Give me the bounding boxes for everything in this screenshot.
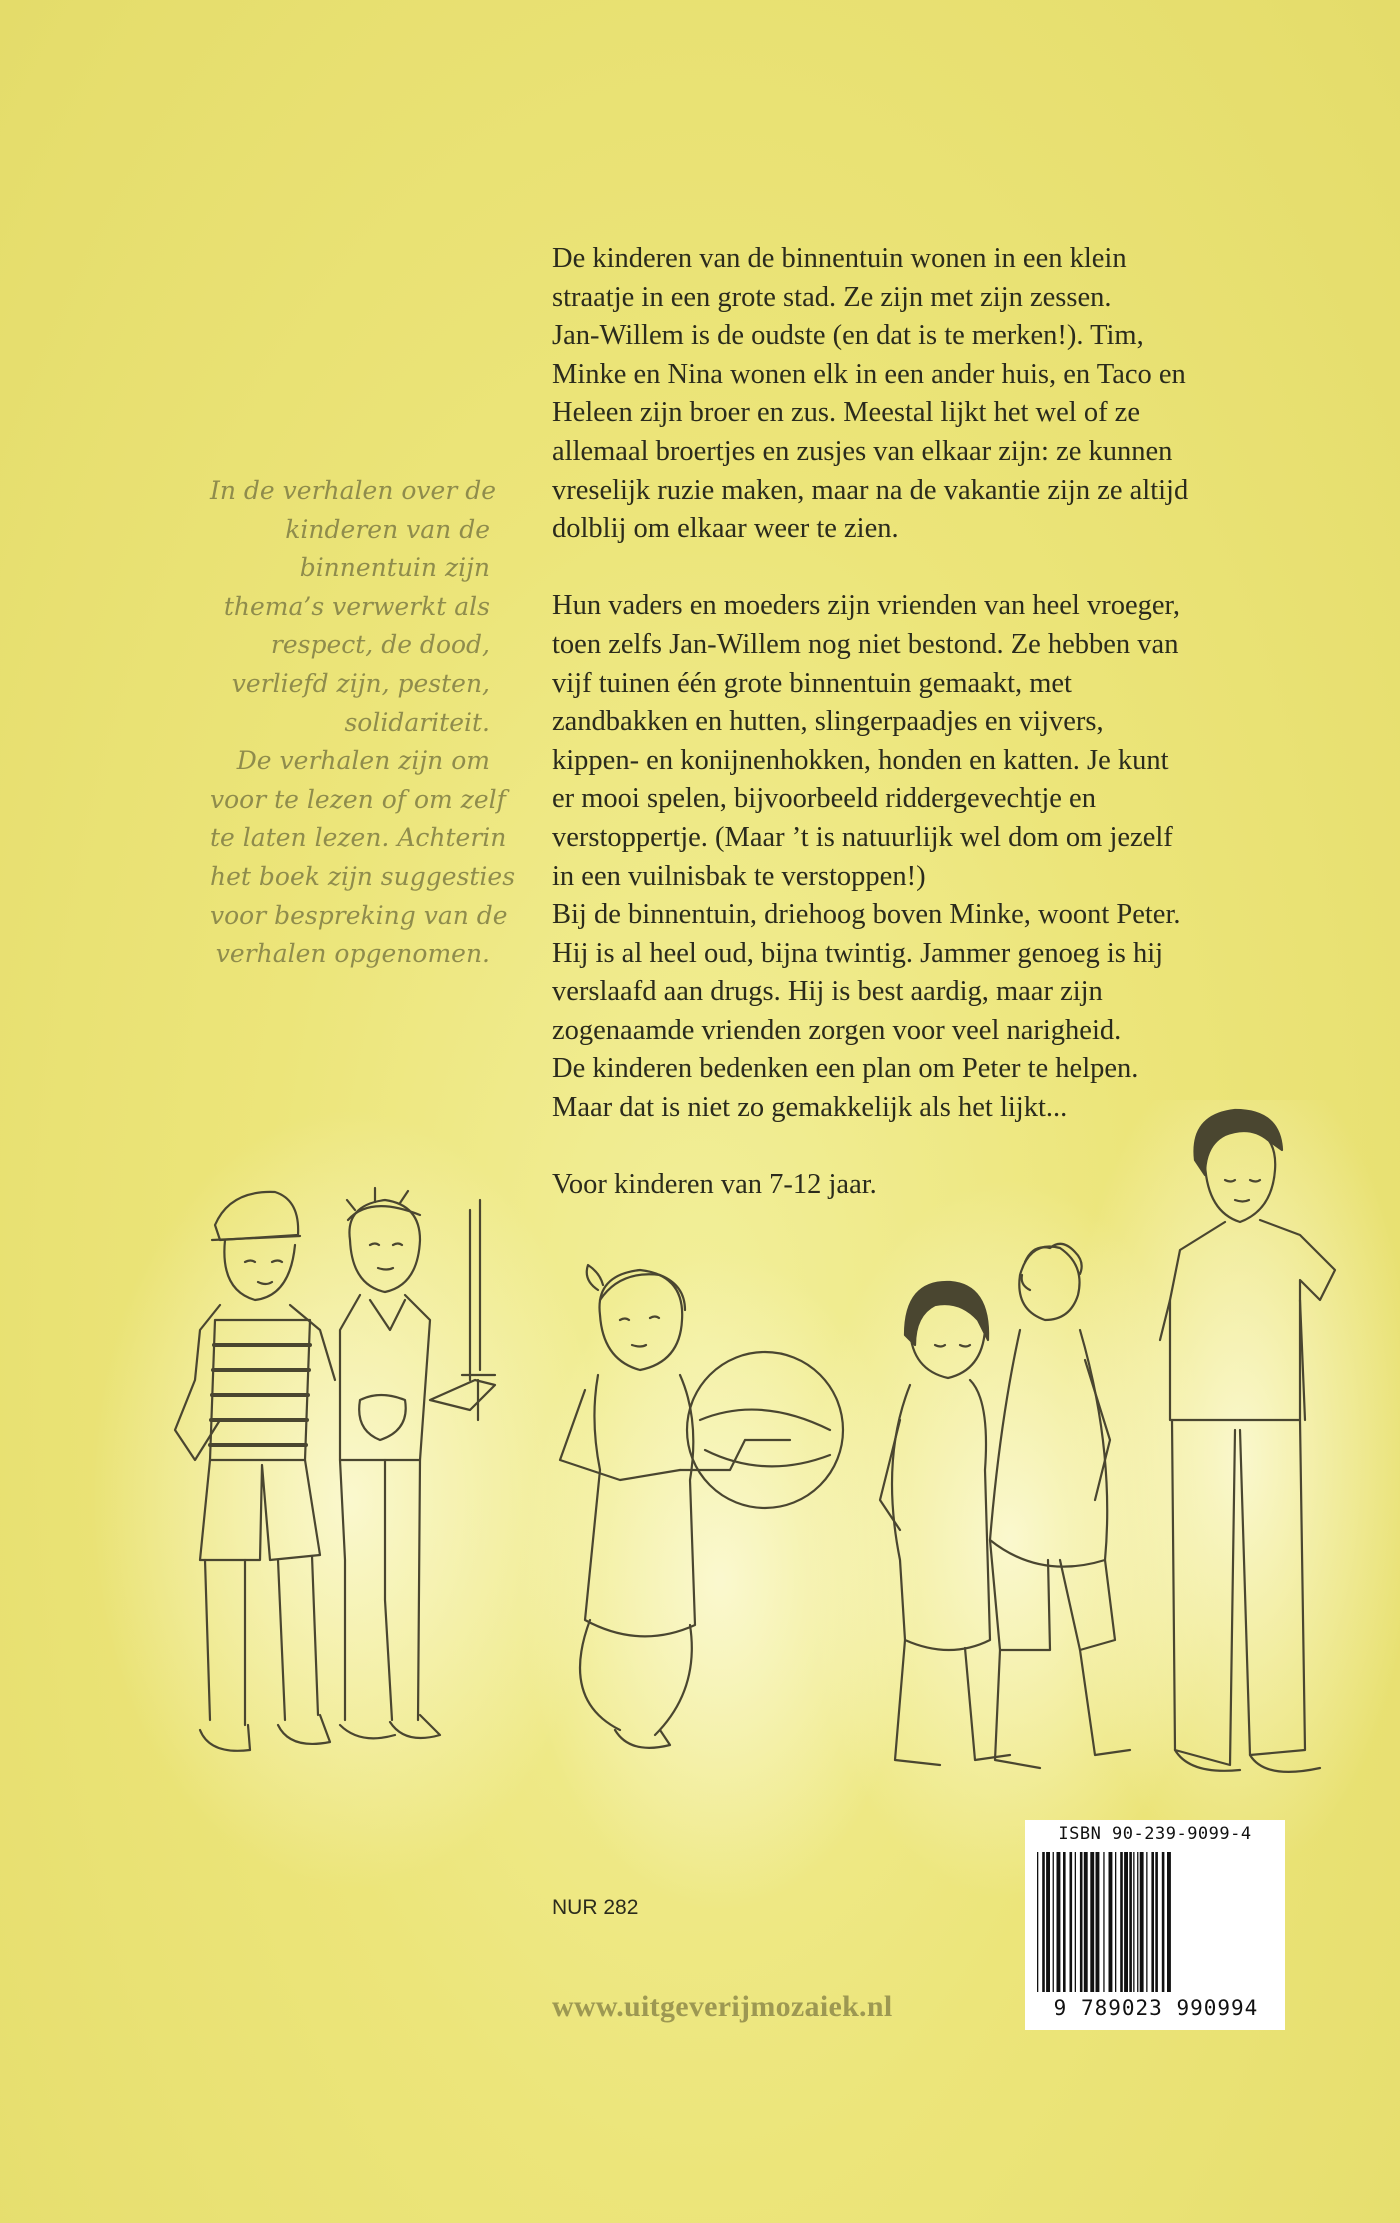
blurb-line: toen zelfs Jan-Willem nog niet bestond. Ze hebben van	[552, 628, 1179, 660]
barcode-bar	[1109, 1852, 1113, 1992]
barcode-bar	[1075, 1852, 1076, 1992]
barcode-bar	[1084, 1852, 1088, 1992]
barcode-bar	[1037, 1852, 1038, 1992]
barcode-bar	[1146, 1852, 1147, 1992]
blurb-line: Jan-Willem is de oudste (en dat is te merken!). Tim,	[552, 320, 1144, 352]
blurb-line: dolblij om elkaar weer te zien.	[552, 513, 899, 545]
sidebar-line: te laten lezen. Achterin	[210, 823, 507, 853]
blurb-line: verslaafd aan drugs. Hij is best aardig, maar zijn	[552, 976, 1103, 1008]
blurb-paragraph-1	[552, 240, 1312, 549]
barcode-bar	[1080, 1852, 1083, 1992]
barcode-bar	[1167, 1852, 1171, 1992]
blurb-line: Heleen zijn broer en zus. Meestal lijkt het wel of ze	[552, 397, 1140, 429]
blurb-line: Minke en Nina wonen elk in een ander huis, en Taco en	[552, 358, 1186, 390]
blurb-line: Hij is al heel oud, bijna twintig. Jammer genoeg is hij	[552, 937, 1164, 969]
audience-text: Voor kinderen van 7-12 jaar.	[552, 1169, 877, 1201]
isbn-number: ISBN 90-239-9099-4	[1058, 1824, 1252, 1844]
barcode-bar	[1042, 1852, 1045, 1992]
blurb-line: zogenaamde vrienden zorgen voor veel narigheid.	[552, 1014, 1122, 1046]
barcode-bar	[1046, 1852, 1050, 1992]
sidebar-line: verhalen opgenomen.	[215, 939, 490, 969]
barcode-bar	[1120, 1852, 1123, 1992]
barcode-bar	[1063, 1852, 1066, 1992]
nur-code: NUR 282	[552, 1896, 639, 1919]
blurb-line: kippen- en konijnenhokken, honden en katten. Je kunt	[552, 744, 1169, 776]
sidebar-line: voor bespreking van de	[210, 900, 508, 930]
barcode-bar	[1124, 1852, 1128, 1992]
barcode-image	[1037, 1852, 1273, 1992]
barcode-bar	[1162, 1852, 1165, 1992]
blurb-text	[552, 240, 1312, 1205]
barcode-bar	[1151, 1852, 1154, 1992]
barcode-bar	[1090, 1852, 1094, 1992]
barcode-bar	[1133, 1852, 1134, 1992]
blurb-line: De kinderen bedenken een plan om Peter te helpen.	[552, 1053, 1139, 1085]
sidebar-line: De verhalen zijn om	[236, 746, 490, 776]
barcode-bar	[1070, 1852, 1073, 1992]
sidebar-line: kinderen van de	[285, 514, 490, 544]
barcode-bar	[1057, 1852, 1061, 1992]
sidebar-line: het boek zijn suggesties	[210, 861, 516, 891]
blurb-line: straatje in een grote stad. Ze zijn met zijn zessen.	[552, 281, 1112, 313]
blurb-paragraph-2	[552, 587, 1312, 1127]
blurb-line: in een vuilnisbak te verstoppen!)	[552, 860, 926, 892]
barcode-bar	[1140, 1852, 1144, 1992]
blurb-line: er mooi spelen, bijvoorbeeld riddergevechtje en	[552, 783, 1096, 815]
sidebar-line: verliefd zijn, pesten,	[231, 668, 490, 698]
blurb-line: vijf tuinen één grote binnentuin gemaakt, met	[552, 667, 1072, 699]
blurb-line: vreselijk ruzie maken, maar na de vakantie zijn ze altijd	[552, 474, 1189, 506]
sidebar-line: solidariteit.	[344, 707, 490, 737]
barcode-bar	[1115, 1852, 1116, 1992]
barcode-bar	[1053, 1852, 1054, 1992]
children-illustration	[0, 1100, 1400, 2200]
barcode-bar	[1096, 1852, 1100, 1992]
blurb-line: Hun vaders en moeders zijn vrienden van heel vroeger,	[552, 590, 1180, 622]
blurb-line: Bij de binnentuin, driehoog boven Minke, woont Peter.	[552, 899, 1181, 931]
blurb-line: zandbakken en hutten, slingerpaadjes en vijvers,	[552, 706, 1104, 738]
publisher-website[interactable]: www.uitgeverijmozaiek.nl	[552, 1990, 893, 2023]
ean-number: 9 789023 990994	[1053, 1996, 1259, 2020]
sidebar-line: respect, de dood,	[270, 630, 490, 660]
blurb-line: Maar dat is niet zo gemakkelijk als het lijkt...	[552, 1092, 1068, 1124]
barcode-bar	[1155, 1852, 1158, 1992]
blurb-line: allemaal broertjes en zusjes van elkaar zijn: ze kunnen	[552, 435, 1173, 467]
sidebar-line: thema’s verwerkt als	[223, 591, 490, 621]
barcode-bar	[1103, 1852, 1104, 1992]
barcode-bar	[1137, 1852, 1138, 1992]
sidebar-quote	[210, 472, 516, 974]
barcode-bar	[1129, 1852, 1132, 1992]
blurb-line: verstoppertje. (Maar ’t is natuurlijk wel dom om jezelf	[552, 821, 1173, 853]
sidebar-line: binnentuin zijn	[299, 553, 490, 583]
sidebar-line: voor te lezen of om zelf	[210, 784, 506, 814]
sidebar-line: In de verhalen over de	[210, 476, 497, 505]
blurb-line: De kinderen van de binnentuin wonen in een klein	[552, 243, 1127, 274]
isbn-barcode-block	[1025, 1820, 1285, 2030]
